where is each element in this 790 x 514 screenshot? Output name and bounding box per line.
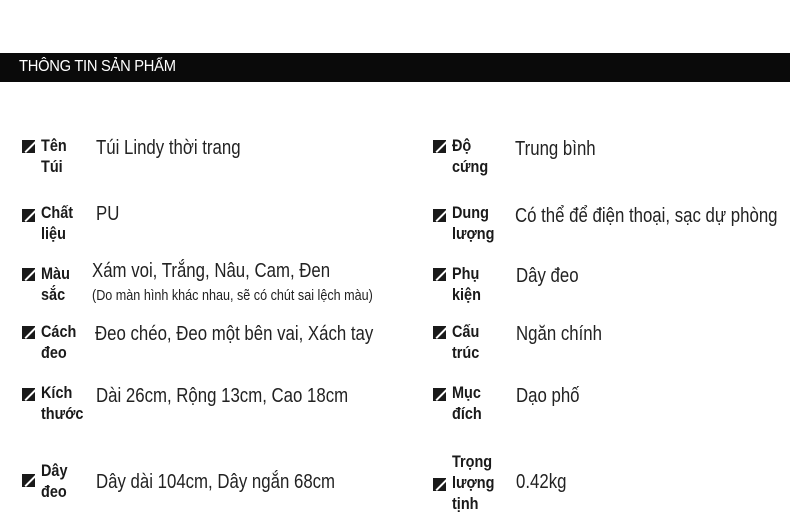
checkmark-icon (22, 268, 35, 281)
spec-label: Chất liệu (41, 203, 74, 243)
spec-value: Dài 26cm, Rộng 13cm, Cao 18cm (96, 385, 349, 407)
spec-value: Đeo chéo, Đeo một bên vai, Xách tay (95, 323, 374, 345)
spec-value: Dây dài 104cm, Dây ngắn 68cm (96, 471, 336, 493)
checkmark-icon (433, 478, 446, 491)
checkmark-icon (22, 474, 35, 487)
checkmark-icon (433, 268, 446, 281)
spec-label: Kích thước (41, 383, 84, 423)
spec-label: Phụ kiện (452, 264, 481, 304)
checkmark-icon (22, 326, 35, 339)
spec-label: Cách đeo (41, 322, 77, 362)
spec-label: Dung lượng (452, 203, 495, 243)
spec-label: Độ cứng (452, 136, 489, 176)
spec-label: Màu sắc (41, 264, 70, 304)
checkmark-icon (22, 209, 35, 222)
spec-value: Xám voi, Trắng, Nâu, Cam, Đen (92, 260, 331, 282)
section-header (0, 53, 790, 82)
spec-value: Dây đeo (516, 265, 579, 287)
spec-value: 0.42kg (516, 471, 567, 493)
spec-note: (Do màn hình khác nhau, sẽ có chút sai lệch màu) (92, 287, 373, 304)
checkmark-icon (433, 209, 446, 222)
checkmark-icon (433, 140, 446, 153)
spec-value: Túi Lindy thời trang (96, 137, 241, 159)
spec-value: Dạo phố (516, 385, 580, 407)
spec-label: Tên Túi (41, 136, 67, 176)
spec-value: PU (96, 203, 120, 225)
spec-value: Ngăn chính (516, 323, 602, 345)
spec-label: Cấu trúc (452, 322, 480, 362)
spec-label: Dây đeo (41, 461, 68, 501)
spec-label: Mục đích (452, 383, 482, 423)
checkmark-icon (433, 326, 446, 339)
spec-value: Trung bình (515, 138, 596, 160)
spec-label: Trọng lượng tịnh (452, 452, 495, 513)
spec-value: Có thể để điện thoại, sạc dự phòng (515, 205, 778, 227)
checkmark-icon (433, 388, 446, 401)
checkmark-icon (22, 388, 35, 401)
section-title: THÔNG TIN SẢN PHẨM (19, 58, 176, 75)
checkmark-icon (22, 140, 35, 153)
